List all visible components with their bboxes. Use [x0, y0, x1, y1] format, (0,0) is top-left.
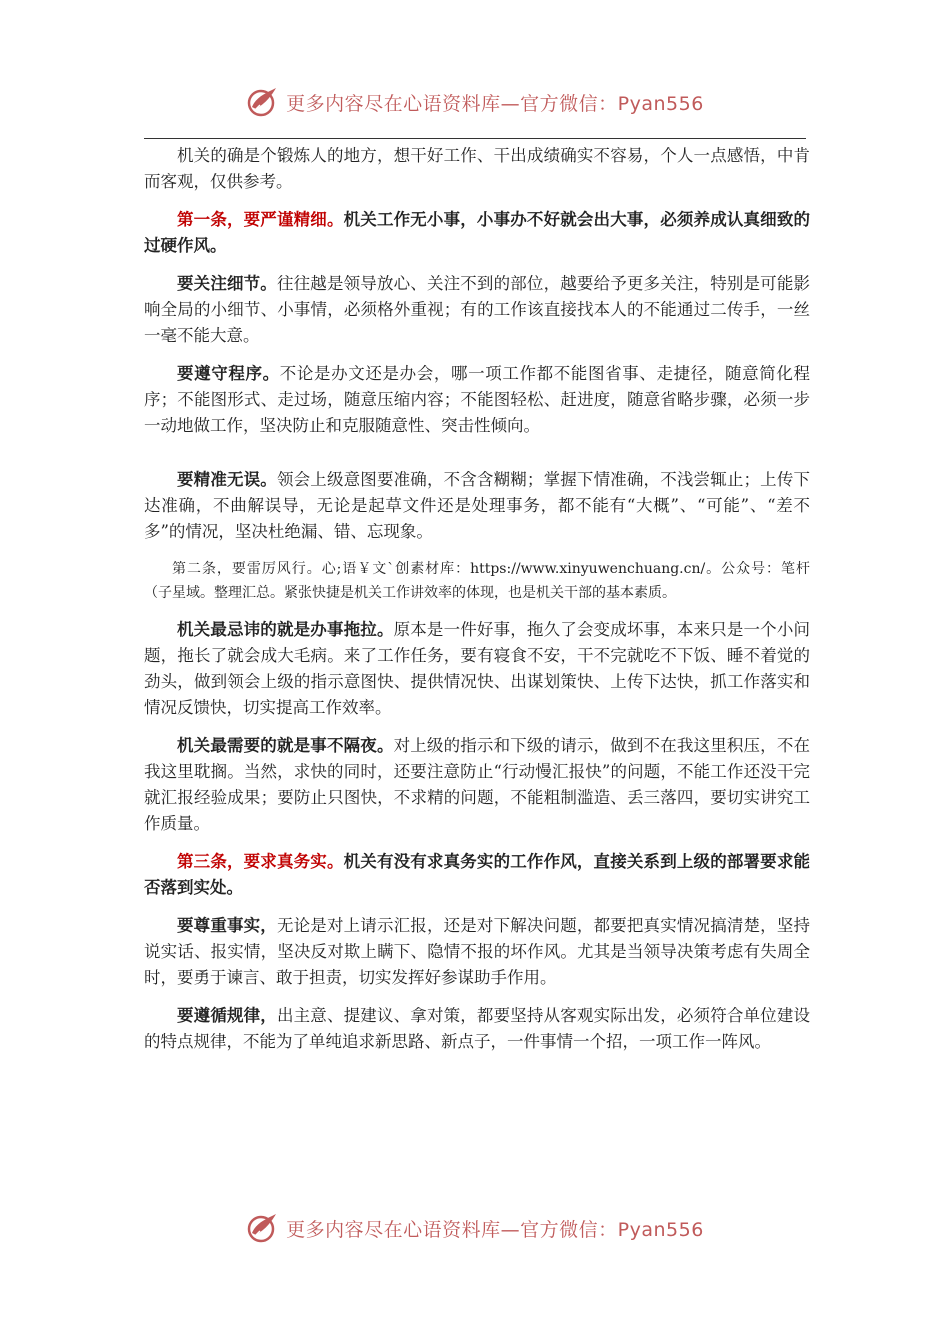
section-one-heading: 第一条，要严谨精细。机关工作无小事，小事办不好就会出大事，必须养成认真细致的过硬作风。	[144, 210, 811, 255]
quill-logo-icon	[246, 1211, 280, 1245]
header-divider	[144, 138, 806, 139]
header-banner-text: 更多内容尽在心语资料库—官方微信：Pyan556	[286, 92, 704, 115]
header-banner	[0, 82, 950, 122]
paragraph-follow-rules: 要遵循规律，出主意、提建议、拿对策，都要坚持从客观实际出发，必须符合单位建设的特点规律，不能为了单纯追求新思路、新点子，一件事情一个招，一项工作一阵风。	[144, 1006, 811, 1051]
footer-banner	[0, 1208, 950, 1248]
section-two-paragraph: 第二条，要雷厉风行。心;语￥文`创素材库：https://www.xinyuwenchuang.cn/。公众号：笔杆（子星域。整理汇总。紧张快捷是机关工作讲效率的体现，也是机关干部的基本素质。	[144, 561, 810, 601]
footer-banner-text: 更多内容尽在心语资料库—官方微信：Pyan556	[286, 1218, 704, 1241]
paragraph-respect-facts: 要尊重事实，无论是对上请示汇报，还是对下解决问题，都要把真实情况搞清楚，坚持说实话、报实情，坚决反对欺上瞒下、隐情不报的坏作风。尤其是当领导决策考虑有失周全时，要勇于谏言、敢于担责，切实发挥好参谋助手作用。	[144, 916, 811, 987]
paragraph-same-day: 机关最需要的就是事不隔夜。对上级的指示和下级的请示，做到不在我这里积压，不在我这里耽搁。当然，求快的同时，还要注意防止“行动慢汇报快”的问题，不能工作还没干完就汇报经验成果；要防止只图快，不求精的问题，不能粗制滥造、丢三落四，要切实讲究工作质量。	[144, 736, 811, 833]
paragraph-precision: 要精准无误。领会上级意图要准确，不含含糊糊；掌握下情准确，不浅尝辄止；上传下达准确，不曲解误导，无论是起草文件还是处理事务，都不能有“大概”、“可能”、“差不多”的情况，坚决杜绝漏、错、忘现象。	[144, 470, 811, 541]
paragraph-avoid-delay: 机关最忌讳的就是办事拖拉。原本是一件好事，拖久了会变成坏事，本来只是一个小问题，拖长了就会成大毛病。来了工作任务，要有寝食不安，干不完就吃不下饭、睡不着觉的劲头，做到领会上级的指示意图快、提供情况快、出谋划策快、上传下达快，抓工作落实和情况反馈快，切实提高工作效率。	[144, 620, 811, 717]
paragraph-attention-detail: 要关注细节。往往越是领导放心、关注不到的部位，越要给予更多关注，特别是可能影响全局的小细节、小事情，必须格外重视；有的工作该直接找本人的不能通过二传手，一丝一毫不能大意。	[144, 274, 811, 345]
document-body	[144, 143, 810, 1067]
intro-paragraph: 机关的确是个锻炼人的地方，想干好工作、干出成绩确实不容易，个人一点感悟，中肯而客观，仅供参考。	[144, 146, 810, 191]
paragraph-follow-procedure: 要遵守程序。不论是办文还是办会，哪一项工作都不能图省事、走捷径，随意简化程序；不能图形式、走过场，随意压缩内容；不能图轻松、赶进度，随意省略步骤，必须一步一动地做工作，坚决防止和克服随意性、突击性倾向。	[144, 364, 810, 435]
quill-logo-icon	[246, 85, 280, 119]
section-three-heading: 第三条，要求真务实。机关有没有求真务实的工作作风，直接关系到上级的部署要求能否落到实处。	[144, 852, 811, 897]
